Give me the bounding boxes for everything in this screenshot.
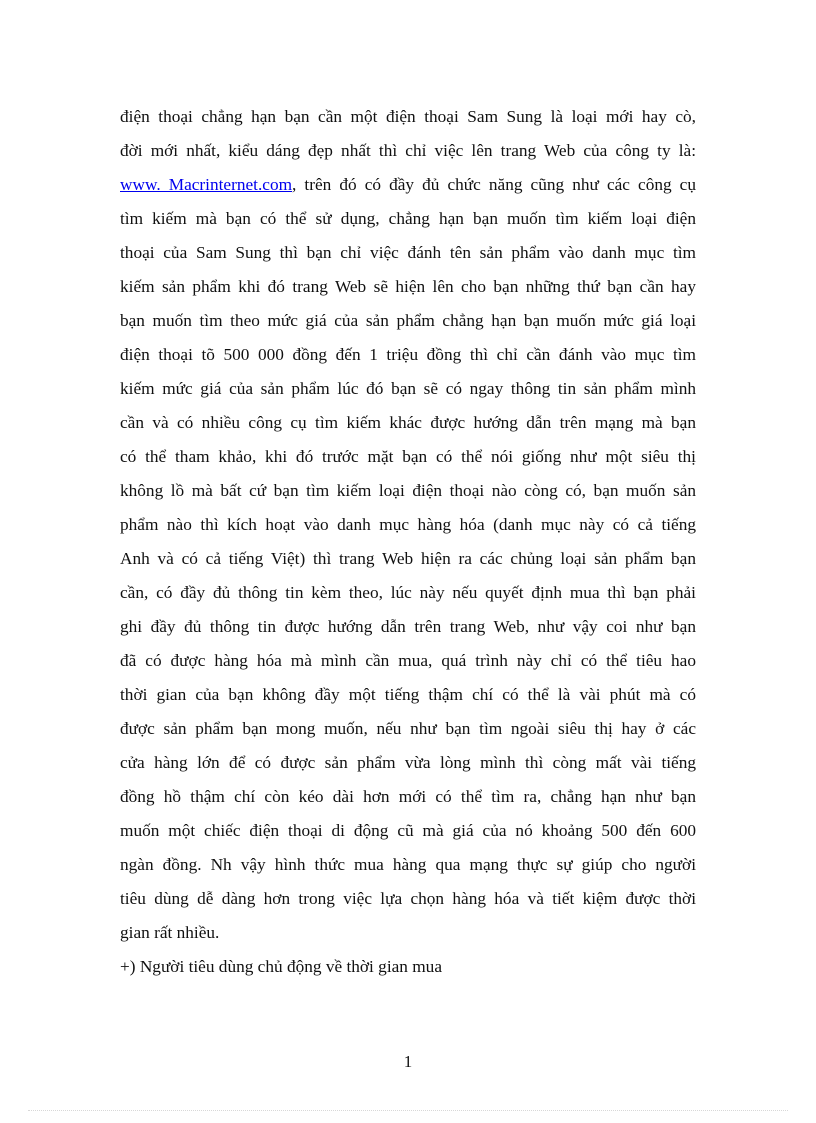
paragraph-line: điện thoại chẳng hạn bạn cần một điện thoại Sam Sung là loại mới hay cò,: [120, 107, 696, 126]
paragraph-line: gian rất nhiều.: [120, 923, 220, 942]
paragraph-line: cần, có đầy đủ thông tin kèm theo, lúc này nếu quyết định mua thì bạn phải: [120, 583, 696, 602]
paragraph-line: kiếm mức giá của sản phẩm lúc đó bạn sẽ có ngay thông tin sản phẩm mình: [120, 379, 696, 398]
paragraph-line: được sản phẩm bạn mong muốn, nếu như bạn tìm ngoài siêu thị hay ở các: [120, 719, 696, 738]
paragraph-line: Anh và có cả tiếng Việt) thì trang Web hiện ra các chủng loại sản phẩm bạn: [120, 549, 696, 568]
paragraph-line: kiếm sản phẩm khi đó trang Web sẽ hiện lên cho bạn những thứ bạn cần hay: [120, 277, 696, 296]
paragraph-line: đời mới nhất, kiểu dáng đẹp nhất thì chỉ việc lên trang Web của công ty là:: [120, 141, 696, 160]
page-number: 1: [403, 1052, 413, 1071]
paragraph-line: phẩm nào thì kích hoạt vào danh mục hàng hóa (danh mục này có cả tiếng: [120, 515, 696, 534]
paragraph-line: không lồ mà bất cứ bạn tìm kiếm loại điện thoại nào còng có, bạn muốn sản: [120, 481, 696, 500]
paragraph-line: tìm kiếm mà bạn có thể sử dụng, chẳng hạn bạn muốn tìm kiếm loại điện: [120, 209, 696, 228]
website-link[interactable]: www. Macrinternet.com: [120, 175, 293, 194]
paragraph-line: ghi đầy đủ thông tin được hướng dẫn trên trang Web, như vậy coi như bạn: [120, 617, 696, 636]
bullet-heading: +) Người tiêu dùng chủ động về thời gian mua: [120, 957, 442, 976]
paragraph-line: đã có được hàng hóa mà mình cần mua, quá trình này chỉ có thể tiêu hao: [120, 651, 696, 670]
paragraph-line: thoại của Sam Sung thì bạn chỉ việc đánh tên sản phẩm vào danh mục tìm: [120, 243, 696, 262]
paragraph-line: cửa hàng lớn để có được sản phẩm vừa lòng mình thì còng mất vài tiếng: [120, 753, 696, 772]
link-trailing-text: , trên đó có đầy đủ chức năng cũng như các công cụ: [292, 175, 696, 194]
paragraph-line: bạn muốn tìm theo mức giá của sản phẩm chẳng hạn bạn muốn mức giá loại: [120, 311, 696, 330]
paragraph-line: muốn một chiếc điện thoại di động cũ mà giá của nó khoảng 500 đến 600: [120, 821, 696, 840]
paragraph-line-with-link: [120, 175, 696, 195]
paragraph-line: tiêu dùng dễ dàng hơn trong việc lựa chọn hàng hóa và tiết kiệm được thời: [120, 889, 696, 908]
paragraph-line: đồng hồ thậm chí còn kéo dài hơn mới có thể tìm ra, chẳng hạn như bạn: [120, 787, 696, 806]
paragraph-line: thời gian của bạn không đầy một tiếng thậm chí có thể là vài phút mà có: [120, 685, 696, 704]
paragraph-line: cần và có nhiều công cụ tìm kiếm khác được hướng dẫn trên mạng mà bạn: [120, 413, 696, 432]
paragraph-line: điện thoại tõ 500 000 đồng đến 1 triệu đồng thì chỉ cần đánh vào mục tìm: [120, 345, 696, 364]
paragraph-line: có thể tham khảo, khi đó trước mặt bạn có thể nói giống như một siêu thị: [120, 447, 696, 466]
page-bottom-divider: [28, 1110, 788, 1111]
paragraph-line: ngàn đồng. Nh vậy hình thức mua hàng qua mạng thực sự giúp cho người: [120, 855, 696, 874]
